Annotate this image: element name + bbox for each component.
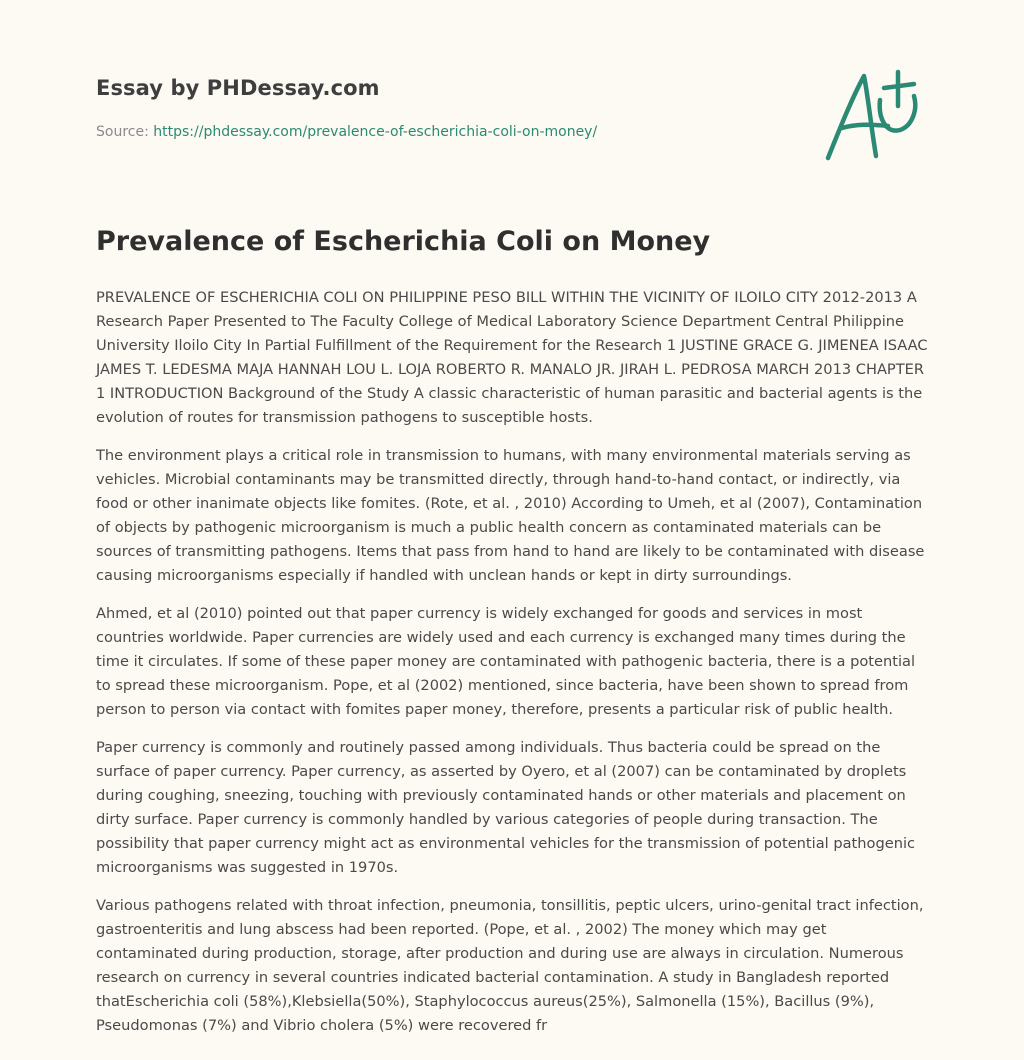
essay-paragraph: Paper currency is commonly and routinely passed among individuals. Thus bacteria could be spread on the surface of paper currency. Paper currency, as asserted by Oyero, et al (2007) can be contaminated by droplets during coughing, sneezing, touching with previously contaminated hands or other materials and placement on dirty surface. Paper currency is commonly handled by various categories of people during transaction. The possibility that paper currency might act as environmental vehicles for the transmission of potential pathogenic microorganisms was suggested in 1970s.: [96, 739, 916, 876]
essay-title: Prevalence of Escherichia Coli on Money: [96, 226, 711, 257]
a-plus-logo-icon: [818, 66, 928, 166]
site-brand: Essay by PHDessay.com: [96, 76, 380, 100]
essay-body: [96, 286, 932, 1052]
source-line: [96, 124, 597, 140]
essay-paragraph: Various pathogens related with throat infection, pneumonia, tonsillitis, peptic ulcers, urino-genital tract infection, gastroenteritis and lung abscess had been reported. (Pope, et al. , 2002) The money which may get contaminated during production, storage, after production and during use are always in circulation. Numerous research on currency in several countries indicated bacterial contamination. A study in Bangladesh reported thatEscherichia coli (58%),Klebsiella(50%), Staphylococcus aureus(25%), Salmonella (15%), Bacillus (9%), Pseudomonas (7%) and Vibrio cholera (5%) were recovered fr: [96, 897, 924, 1034]
essay-paragraph: PREVALENCE OF ESCHERICHIA COLI ON PHILIPPINE PESO BILL WITHIN THE VICINITY OF ILOILO CITY 2012-2013 A Research Paper Presented to The Faculty College of Medical Laboratory Science Department Central Philippine University Iloilo City In Partial Fulfillment of the Requirement for the Research 1 JUSTINE GRACE G. JIMENEA ISAAC JAMES T. LEDESMA MAJA HANNAH LOU L. LOJA ROBERTO R. MANALO JR. JIRAH L. PEDROSA MARCH 2013 CHAPTER 1 INTRODUCTION Background of the Study A classic characteristic of human parasitic and bacterial agents is the evolution of routes for transmission pathogens to susceptible hosts.: [96, 289, 928, 426]
source-label: Source:: [96, 124, 149, 140]
essay-paragraph: The environment plays a critical role in transmission to humans, with many environmental materials serving as vehicles. Microbial contaminants may be transmitted directly, through hand-to-hand contact, or indirectly, via food or other inanimate objects like fomites. (Rote, et al. , 2010) According to Umeh, et al (2007), Contamination of objects by pathogenic microorganism is much a public health concern as contaminated materials can be sources of transmitting pathogens. Items that pass from hand to hand are likely to be contaminated with disease causing microorganisms especially if handled with unclean hands or kept in dirty surroundings.: [96, 447, 925, 584]
essay-paragraph: Ahmed, et al (2010) pointed out that paper currency is widely exchanged for goods and services in most countries worldwide. Paper currencies are widely used and each currency is exchanged many times during the time it circulates. If some of these paper money are contaminated with pathogenic bacteria, there is a potential to spread these microorganism. Pope, et al (2002) mentioned, since bacteria, have been shown to spread from person to person via contact with fomites paper money, therefore, presents a particular risk of public health.: [96, 605, 916, 718]
source-link[interactable]: https://phdessay.com/prevalence-of-escherichia-coli-on-money/: [153, 124, 598, 140]
